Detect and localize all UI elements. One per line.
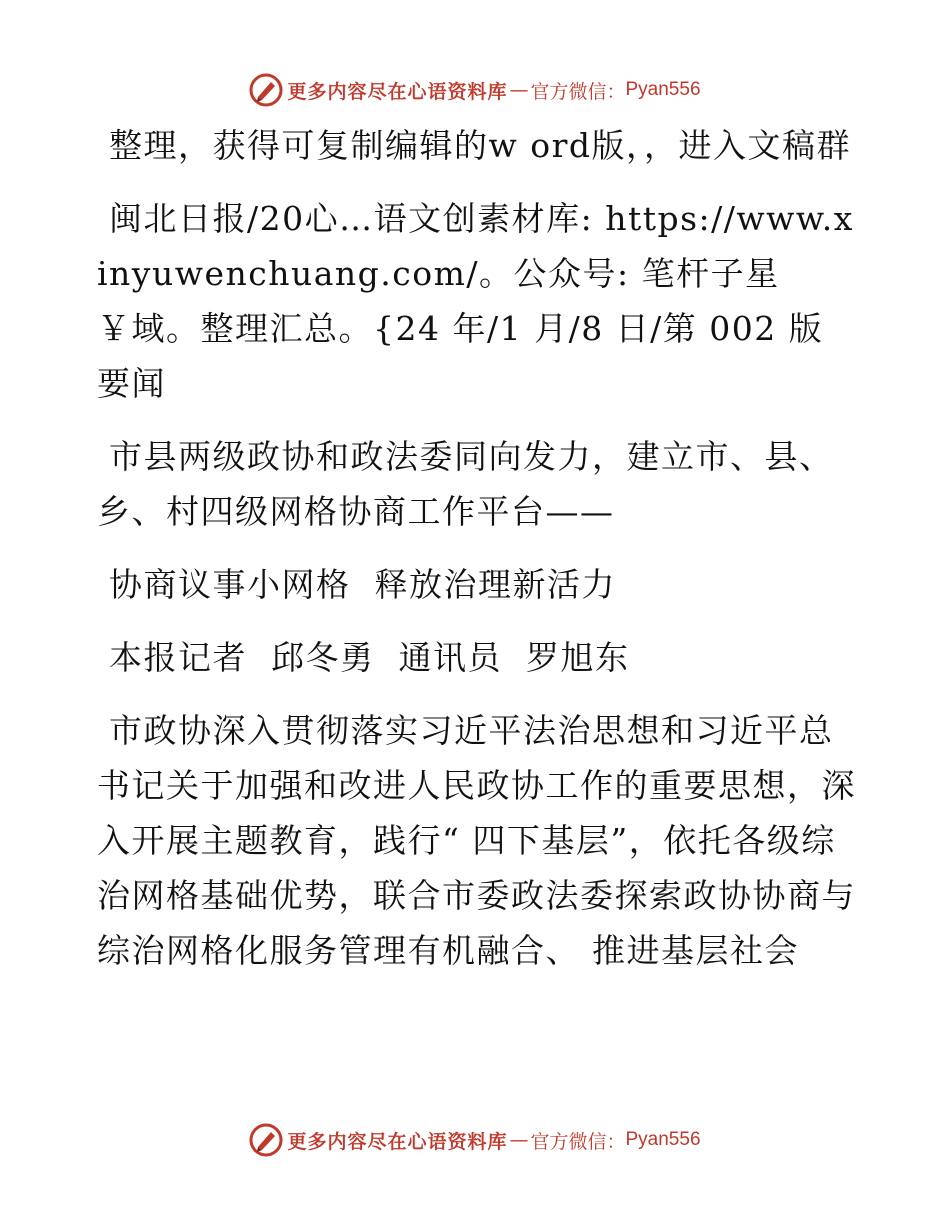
pen-logo-icon bbox=[249, 1123, 283, 1157]
banner-separator: — bbox=[509, 79, 529, 101]
paragraph-source: 闽北日报/20心…语文创素材库: https://www.xinyuwenchuang.com/。公众号: 笔杆子星￥域。整理汇总。{24 年/1 月/8 日/第 002 版要闻 bbox=[97, 199, 854, 403]
banner-text: 更多内容尽在心语资料库 bbox=[287, 80, 508, 103]
document-body bbox=[97, 118, 857, 978]
banner-separator: — bbox=[509, 1129, 529, 1151]
banner-text: 更多内容尽在心语资料库 bbox=[287, 1130, 508, 1153]
banner-wechat-id: Pyan556 bbox=[625, 1129, 701, 1150]
paragraph-subtitle: 市县两级政协和政法委同向发力，建立市、县、乡、村四级网格协商工作平台—— bbox=[97, 437, 834, 531]
footer-watermark-banner bbox=[0, 1120, 950, 1160]
article-byline: 本报记者 邱冬勇 通讯员 罗旭东 bbox=[97, 638, 630, 677]
header-watermark-banner bbox=[0, 70, 950, 110]
banner-wechat-id: Pyan556 bbox=[625, 79, 701, 100]
banner-wechat-label: 官方微信： bbox=[530, 1130, 626, 1153]
article-body-paragraph: 市政协深入贯彻落实习近平法治思想和习近平总书记关于加强和改进人民政协工作的重要思想，深入开展主题教育，践行“ 四下基层”，依托各级综治网格基础优势，联合市委政法委探索政协协商与综治网格化服务管理有机融合、 推进基层社会 bbox=[97, 711, 856, 970]
banner-wechat-label: 官方微信： bbox=[530, 80, 626, 103]
pen-logo-icon bbox=[249, 73, 283, 107]
article-headline: 协商议事小网格 释放治理新活力 bbox=[97, 565, 616, 604]
paragraph-intro: 整理，获得可复制编辑的w ord版，，进入文稿群 bbox=[97, 126, 852, 165]
